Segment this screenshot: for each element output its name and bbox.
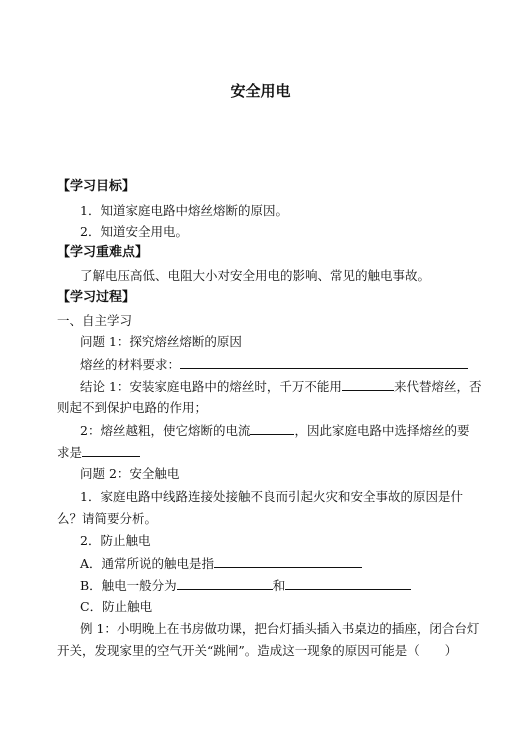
key-points-heading: 【学习重难点】 bbox=[57, 245, 149, 260]
example-1: 例 1：小明晚上在书房做功课，把台灯插头插入书桌边的插座，闭合台灯 bbox=[80, 621, 480, 636]
item-b-line bbox=[80, 577, 411, 594]
conclusion-1-end: 则起不到保护电路的作用； bbox=[57, 400, 208, 415]
goal-item: 1．知道家庭电路中熔丝熔断的原因。 bbox=[80, 203, 288, 218]
goal-item: 2．知道安全用电。 bbox=[80, 224, 188, 239]
part-heading: 一、自主学习 bbox=[57, 313, 133, 328]
conclusion-2-text: 2：熔丝越粗，使它熔断的电流 bbox=[80, 423, 251, 438]
answer-blank[interactable] bbox=[342, 378, 394, 391]
item-a-text: A．通常所说的触电是指 bbox=[80, 556, 215, 571]
key-points-text: 了解电压高低、电阻大小对安全用电的影响、常见的触电事故。 bbox=[80, 268, 431, 283]
fuse-material-label: 熔丝的材料要求： bbox=[80, 357, 181, 372]
conclusion-2-text-cont: ，因此家庭电路中选择熔丝的要 bbox=[294, 423, 470, 438]
conclusion-2-end: 求是 bbox=[57, 445, 83, 460]
question-2-title: 问题 2：安全触电 bbox=[80, 466, 180, 481]
question-1-title: 问题 1：探究熔丝熔断的原因 bbox=[80, 334, 242, 349]
conclusion-2-line bbox=[80, 422, 469, 439]
page-title: 安全用电 bbox=[230, 82, 291, 100]
item-b-and: 和 bbox=[272, 578, 286, 593]
question-2-item-2: 2．防止触电 bbox=[80, 533, 151, 548]
answer-blank[interactable] bbox=[180, 356, 468, 369]
answer-blank[interactable] bbox=[285, 577, 411, 590]
conclusion-2-end-line bbox=[57, 444, 140, 461]
item-a-line bbox=[80, 555, 362, 572]
fuse-material-line bbox=[80, 356, 468, 373]
conclusion-1-text-cont: 来代替熔丝，否 bbox=[393, 379, 482, 394]
example-1-cont: 开关，发现家里的空气开关“跳闸”。造成这一现象的原因可能是（ ） bbox=[57, 643, 458, 658]
conclusion-1-line bbox=[80, 378, 481, 395]
goals-heading: 【学习目标】 bbox=[57, 179, 136, 194]
answer-blank[interactable] bbox=[250, 422, 294, 435]
conclusion-1-text: 结论 1：安装家庭电路中的熔丝时，千万不能用 bbox=[80, 379, 342, 394]
item-b-text: B．触电一般分为 bbox=[80, 578, 177, 593]
item-c: C．防止触电 bbox=[80, 599, 153, 614]
question-2-item-1-cont: 么？请简要分析。 bbox=[57, 511, 158, 526]
answer-blank[interactable] bbox=[82, 444, 140, 457]
process-heading: 【学习过程】 bbox=[57, 290, 136, 305]
answer-blank[interactable] bbox=[177, 577, 273, 590]
question-2-item-1: 1．家庭电路中线路连接处接触不良而引起火灾和安全事故的原因是什 bbox=[80, 489, 463, 504]
answer-blank[interactable] bbox=[214, 555, 362, 568]
